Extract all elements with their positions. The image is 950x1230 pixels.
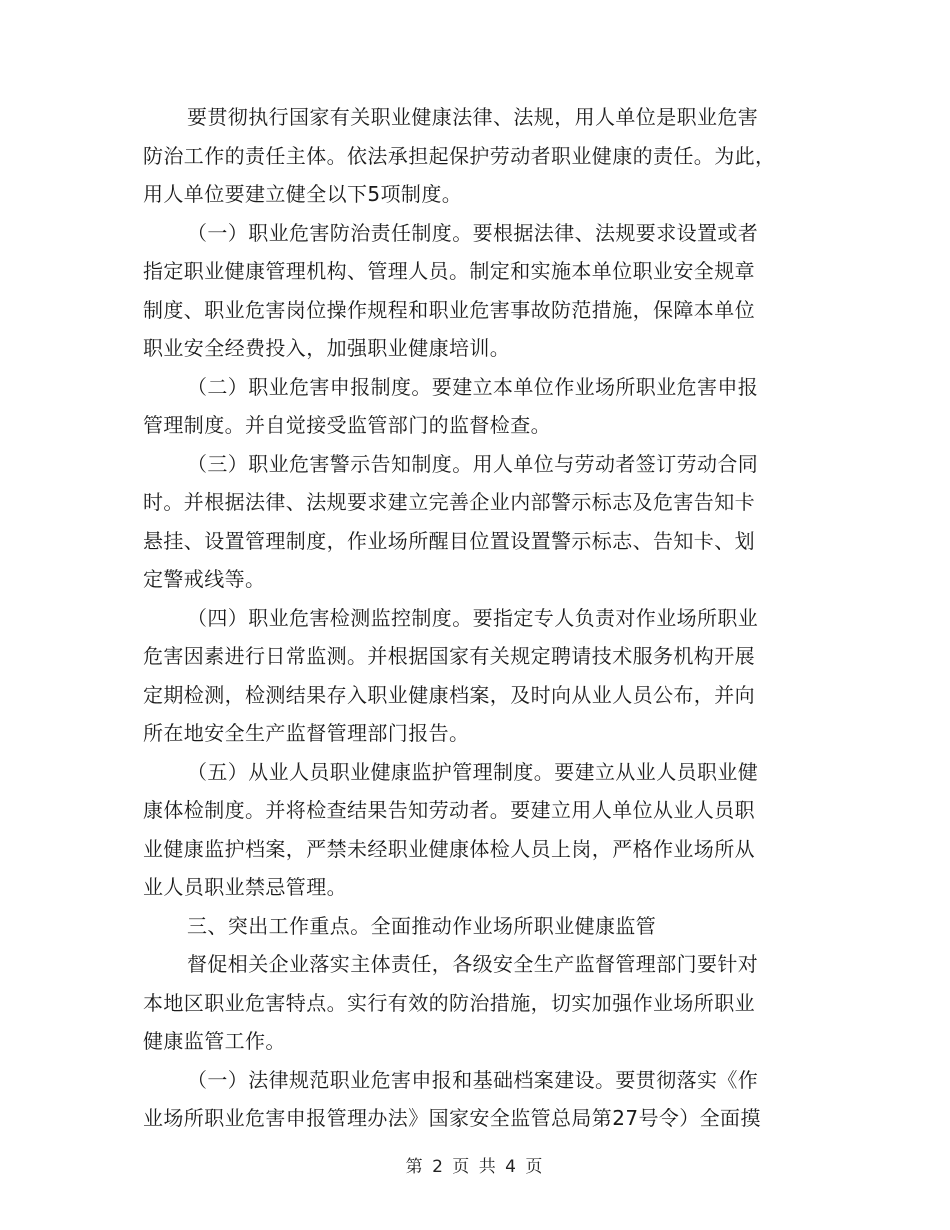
text-line: 危害因素进行日常监测。并根据国家有关规定聘请技术服务机构开展: [143, 644, 755, 668]
text-line: （四）职业危害检测监控制度。要指定专人负责对作业场所职业: [187, 605, 759, 630]
text-line: 业场所职业危害申报管理办法》国家安全监管总局第27号令）全面摸: [143, 1106, 761, 1130]
section-heading: [143, 907, 800, 946]
text-line: 定警戒线等。: [143, 567, 266, 591]
text-line: 职业安全经费投入，加强职业健康培训。: [143, 336, 511, 360]
text-line: 制度、职业危害岗位操作规程和职业危害事故防范措施，保障本单位: [143, 297, 755, 322]
text-line: 业人员职业禁忌管理。: [143, 875, 347, 899]
paragraph-item-1: [143, 214, 800, 368]
paragraph-item-5: [143, 753, 800, 907]
text-line: （一）职业危害防治责任制度。要根据法律、法规要求设置或者: [187, 220, 759, 245]
text-line: 用人单位要建立健全以下5项制度。: [143, 182, 463, 206]
text-line: 时。并根据法律、法规要求建立完善企业内部警示标志及危害告知卡: [143, 490, 755, 514]
text-line: 本地区职业危害特点。实行有效的防治措施，切实加强作业场所职业: [143, 990, 755, 1015]
text-line: 指定职业健康管理机构、管理人员。制定和实施本单位职业安全规章: [143, 259, 755, 283]
text-line: （二）职业危害申报制度。要建立本单位作业场所职业危害申报: [187, 374, 759, 399]
text-line: 要贯彻执行国家有关职业健康法律、法规，用人单位是职业危害: [187, 105, 759, 129]
text-line: 管理制度。并自觉接受监管部门的监督检查。: [143, 413, 551, 437]
paragraph-item-2: [143, 368, 800, 445]
text-line: （五）从业人员职业健康监护管理制度。要建立从业人员职业健: [187, 759, 759, 784]
text-line: （一）法律规范职业危害申报和基础档案建设。要贯彻落实《作: [187, 1067, 759, 1092]
paragraph-item-3: [143, 445, 800, 599]
text-line: 悬挂、设置管理制度，作业场所醒目位置设置警示标志、告知卡、划: [143, 528, 755, 553]
page-number-footer: 第 2 页 共 4 页: [405, 1157, 545, 1177]
text-line: 所在地安全生产监督管理部门报告。: [143, 721, 470, 745]
text-line: （三）职业危害警示告知制度。用人单位与劳动者签订劳动合同: [187, 451, 759, 476]
paragraph-item-4: [143, 599, 800, 753]
paragraph-intro: [143, 98, 800, 214]
text-line: 督促相关企业落实主体责任，各级安全生产监督管理部门要针对: [187, 952, 759, 976]
text-line: 业健康监护档案，严禁未经职业健康体检人员上岗，严格作业场所从: [143, 836, 755, 861]
text-line: 康体检制度。并将检查结果告知劳动者。要建立用人单位从业人员职: [143, 798, 755, 822]
text-line: 定期检测，检测结果存入职业健康档案，及时向从业人员公布，并向: [143, 682, 755, 707]
text-line: 三、突出工作重点。全面推动作业场所职业健康监管: [187, 913, 657, 938]
document-body: [143, 98, 800, 1138]
paragraph-supervision: [143, 945, 800, 1061]
text-line: 健康监管工作。: [143, 1029, 286, 1053]
paragraph-subitem-1: [143, 1061, 800, 1138]
text-line: 防治工作的责任主体。依法承担起保护劳动者职业健康的责任。为此，: [143, 143, 776, 168]
